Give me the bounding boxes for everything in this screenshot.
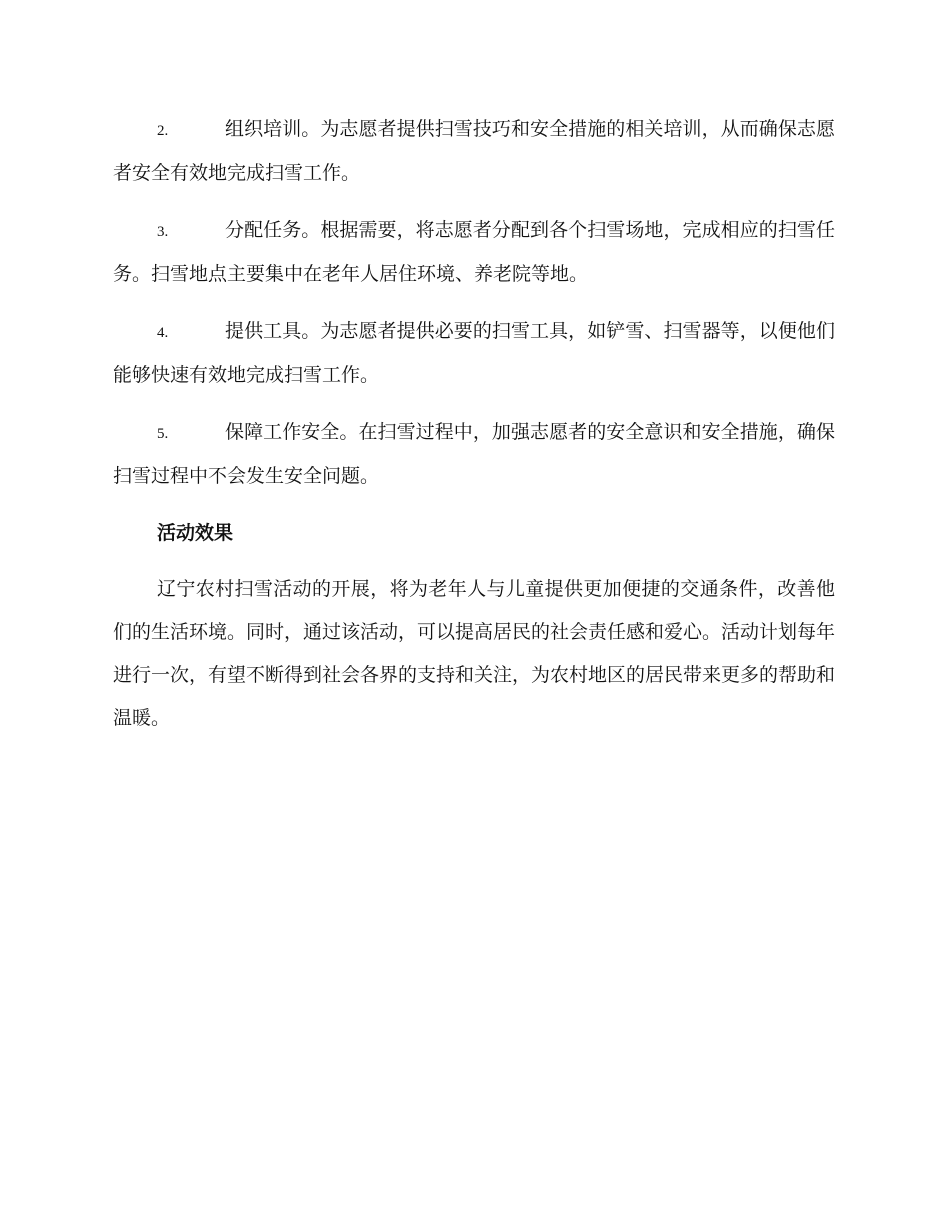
list-number: 3. — [157, 224, 169, 240]
list-item-3 — [113, 209, 835, 295]
section-paragraph: 辽宁农村扫雪活动的开展，将为老年人与儿童提供更加便捷的交通条件，改善他们的生活环境。同时，通过该活动，可以提高居民的社会责任感和爱心。活动计划每年进行一次，有望不断得到社会各界的支持和关注，为农村地区的居民带来更多的帮助和温暖。 — [113, 578, 836, 729]
document-body — [113, 108, 835, 740]
list-item-text: 组织培训。为志愿者提供扫雪技巧和安全措施的相关培训，从而确保志愿者安全有效地完成扫雪工作。 — [113, 118, 835, 184]
section-heading: 活动效果 — [157, 522, 234, 544]
list-item-2 — [113, 108, 835, 194]
list-item-5 — [113, 411, 835, 497]
list-number: 5. — [157, 426, 169, 442]
list-item-4 — [113, 310, 835, 396]
list-item-text: 分配任务。根据需要，将志愿者分配到各个扫雪场地，完成相应的扫雪任务。扫雪地点主要集中在老年人居住环境、养老院等地。 — [113, 219, 835, 285]
list-number: 2. — [157, 123, 169, 139]
list-number: 4. — [157, 325, 169, 341]
list-item-text: 提供工具。为志愿者提供必要的扫雪工具，如铲雪、扫雪器等，以便他们能够快速有效地完成扫雪工作。 — [113, 320, 835, 386]
list-item-text: 保障工作安全。在扫雪过程中，加强志愿者的安全意识和安全措施，确保扫雪过程中不会发生安全问题。 — [113, 421, 835, 487]
